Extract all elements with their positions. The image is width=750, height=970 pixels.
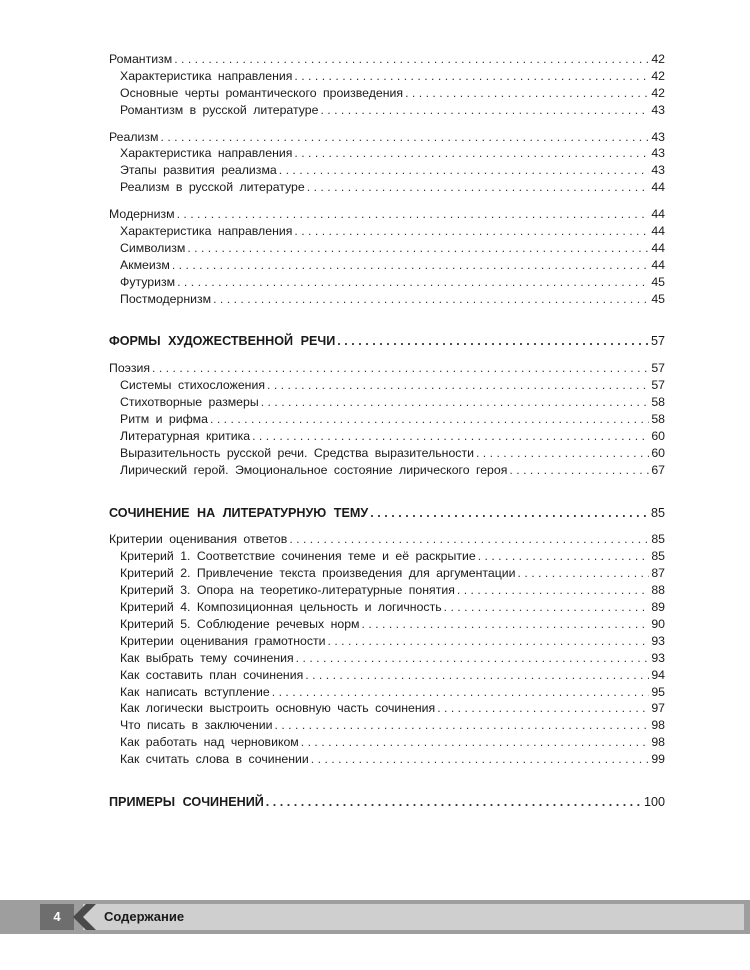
toc-entry-title: Критерии оценивания грамотности bbox=[120, 633, 326, 648]
toc-subentry[interactable] bbox=[109, 717, 665, 734]
toc-entry-title: Этапы развития реализма bbox=[120, 163, 277, 178]
toc-entry-page: 93 bbox=[651, 650, 665, 665]
dot-leader bbox=[370, 505, 649, 522]
toc-entry-title: Ритм и рифма bbox=[120, 412, 208, 427]
toc-entry-title: Лирический герой. Эмоциональное состояние лирического героя bbox=[120, 462, 508, 477]
toc-entry-title: Футуризм bbox=[120, 274, 176, 289]
toc-subentry[interactable] bbox=[109, 240, 665, 257]
toc-subentry[interactable] bbox=[109, 751, 665, 768]
toc-entry-page: 57 bbox=[651, 361, 665, 376]
dot-leader bbox=[328, 633, 649, 650]
toc-entry-title: Акмеизм bbox=[120, 257, 170, 272]
toc-entry-title: Как составить план сочинения bbox=[120, 667, 304, 682]
toc-chapter-title: ФОРМЫ ХУДОЖЕСТВЕННОЙ РЕЧИ bbox=[109, 334, 336, 349]
toc-entry-page: 67 bbox=[651, 462, 665, 477]
toc-entry-page: 89 bbox=[651, 600, 665, 615]
dot-leader bbox=[266, 794, 642, 811]
toc-subentry[interactable] bbox=[109, 162, 665, 179]
dot-leader bbox=[160, 129, 649, 146]
toc-entry-page: 57 bbox=[651, 378, 665, 393]
toc-subentry[interactable] bbox=[109, 102, 665, 119]
dot-leader bbox=[177, 206, 649, 223]
toc-entry-modernism[interactable] bbox=[109, 206, 665, 223]
toc-subentry[interactable] bbox=[109, 291, 665, 308]
toc-subentry[interactable] bbox=[109, 462, 665, 479]
toc-subentry[interactable] bbox=[109, 650, 665, 667]
toc-entry-page: 43 bbox=[651, 146, 665, 161]
dot-leader bbox=[405, 85, 649, 102]
dot-leader bbox=[252, 428, 649, 445]
toc-entry-page: 85 bbox=[651, 549, 665, 564]
toc-entry-page: 44 bbox=[651, 207, 665, 222]
toc-entry-page: 44 bbox=[651, 257, 665, 272]
toc-subentry[interactable] bbox=[109, 599, 665, 616]
chevron-left-icon bbox=[70, 904, 100, 930]
toc-entry-title: Что писать в заключении bbox=[120, 718, 273, 733]
toc-entry-title: Литературная критика bbox=[120, 428, 251, 443]
toc-subentry[interactable] bbox=[109, 667, 665, 684]
toc-entry-page: 98 bbox=[651, 718, 665, 733]
page-number: 4 bbox=[53, 909, 61, 924]
toc-entry-title: Романтизм в русской литературе bbox=[120, 102, 319, 117]
toc-entry-title: Системы стихосложения bbox=[120, 378, 265, 393]
dot-leader bbox=[320, 102, 649, 119]
spacer bbox=[109, 350, 665, 360]
dot-leader bbox=[294, 68, 649, 85]
toc-entry-page: 42 bbox=[651, 68, 665, 83]
toc-entry-page: 60 bbox=[651, 445, 665, 460]
toc-entry-page: 42 bbox=[651, 52, 665, 66]
toc-entry-title: Модернизм bbox=[109, 207, 175, 222]
dot-leader bbox=[267, 377, 649, 394]
toc-entry-page: 43 bbox=[651, 102, 665, 117]
table-of-contents bbox=[109, 51, 665, 811]
toc-subentry[interactable] bbox=[109, 377, 665, 394]
toc-entry-title: Романтизм bbox=[109, 52, 173, 66]
spacer bbox=[109, 196, 665, 206]
dot-leader bbox=[210, 411, 649, 428]
toc-entry-page: 97 bbox=[651, 701, 665, 716]
toc-entry-title: Как работать над черновиком bbox=[120, 735, 299, 750]
toc-entry-realism[interactable] bbox=[109, 129, 665, 146]
toc-entry-title: Символизм bbox=[120, 240, 186, 255]
toc-entry-title: Выразительность русской речи. Средства выразительности bbox=[120, 445, 474, 460]
dot-leader bbox=[174, 51, 649, 68]
dot-leader bbox=[152, 360, 649, 377]
toc-entry-page: 58 bbox=[651, 412, 665, 427]
toc-entry-title: Как считать слова в сочинении bbox=[120, 752, 309, 767]
toc-subentry[interactable] bbox=[109, 565, 665, 582]
toc-entry-title: Реализм в русской литературе bbox=[120, 180, 305, 195]
toc-subentry[interactable] bbox=[109, 223, 665, 240]
dot-leader bbox=[509, 462, 649, 479]
dot-leader bbox=[172, 257, 649, 274]
toc-entry-page: 45 bbox=[651, 291, 665, 306]
toc-entry-page: 90 bbox=[651, 616, 665, 631]
toc-entry-page: 88 bbox=[651, 583, 665, 598]
toc-entry-title: Критерий 2. Привлечение текста произведения для аргументации bbox=[120, 566, 516, 581]
toc-entry-page: 98 bbox=[651, 735, 665, 750]
toc-subentry[interactable] bbox=[109, 582, 665, 599]
toc-subentry[interactable] bbox=[109, 394, 665, 411]
toc-subentry[interactable] bbox=[109, 684, 665, 701]
dot-leader bbox=[289, 531, 649, 548]
toc-chapter-forms[interactable] bbox=[109, 333, 665, 350]
dot-leader bbox=[275, 717, 650, 734]
dot-leader bbox=[311, 751, 649, 768]
toc-entry-page: 44 bbox=[651, 180, 665, 195]
toc-chapter-title: СОЧИНЕНИЕ НА ЛИТЕРАТУРНУЮ ТЕМУ bbox=[109, 505, 369, 520]
dot-leader bbox=[301, 734, 649, 751]
toc-entry-poetry[interactable] bbox=[109, 360, 665, 377]
toc-entry-page: 57 bbox=[650, 334, 665, 349]
toc-subentry[interactable] bbox=[109, 85, 665, 102]
toc-entry-page: 95 bbox=[651, 684, 665, 699]
toc-entry-page: 100 bbox=[643, 794, 665, 809]
toc-entry-title: Характеристика направления bbox=[120, 224, 293, 239]
toc-entry-title: Критерий 4. Композиционная цельность и логичность bbox=[120, 600, 442, 615]
dot-leader bbox=[296, 650, 649, 667]
section-title: Содержание bbox=[104, 909, 185, 924]
toc-entry-title: Постмодернизм bbox=[120, 291, 212, 306]
toc-entry-page: 60 bbox=[651, 428, 665, 443]
toc-subentry[interactable] bbox=[109, 411, 665, 428]
spacer bbox=[109, 307, 665, 333]
toc-entry-criteria[interactable] bbox=[109, 531, 665, 548]
toc-subentry[interactable] bbox=[109, 68, 665, 85]
dot-leader bbox=[294, 145, 649, 162]
dot-leader bbox=[337, 333, 649, 350]
toc-entry-title: Характеристика направления bbox=[120, 68, 293, 83]
toc-subentry[interactable] bbox=[109, 633, 665, 650]
toc-entry-title: Критерий 1. Соответствие сочинения теме и её раскрытие bbox=[120, 549, 476, 564]
toc-entry-page: 85 bbox=[650, 505, 665, 520]
toc-entry-page: 43 bbox=[651, 163, 665, 178]
toc-subentry[interactable] bbox=[109, 445, 665, 462]
dot-leader bbox=[177, 274, 649, 291]
dot-leader bbox=[362, 616, 649, 633]
toc-entry-page: 94 bbox=[651, 667, 665, 682]
dot-leader bbox=[272, 684, 649, 701]
dot-leader bbox=[307, 179, 649, 196]
toc-entry-page: 45 bbox=[651, 274, 665, 289]
toc-entry-title: Характеристика направления bbox=[120, 146, 293, 161]
toc-subentry[interactable] bbox=[109, 616, 665, 633]
toc-subentry[interactable] bbox=[109, 274, 665, 291]
spacer bbox=[109, 521, 665, 531]
toc-subentry[interactable] bbox=[109, 179, 665, 196]
toc-subentry[interactable] bbox=[109, 734, 665, 751]
toc-entry-title: Реализм bbox=[109, 129, 159, 144]
toc-entry-title: Критерий 3. Опора на теоретико-литературные понятия bbox=[120, 583, 455, 598]
toc-entry-title: Основные черты романтического произведения bbox=[120, 85, 404, 100]
toc-entry-page: 93 bbox=[651, 633, 665, 648]
toc-entry-title: Как выбрать тему сочинения bbox=[120, 650, 294, 665]
toc-entry-title: Как написать вступление bbox=[120, 684, 270, 699]
dot-leader bbox=[457, 582, 649, 599]
dot-leader bbox=[478, 548, 649, 565]
toc-entry-romanticism[interactable] bbox=[109, 51, 665, 68]
dot-leader bbox=[213, 291, 649, 308]
toc-entry-page: 43 bbox=[651, 129, 665, 144]
toc-subentry[interactable] bbox=[109, 700, 665, 717]
dot-leader bbox=[261, 394, 649, 411]
toc-subentry[interactable] bbox=[109, 548, 665, 565]
toc-entry-title: Поэзия bbox=[109, 361, 150, 376]
toc-entry-title: Критерий 5. Соблюдение речевых норм bbox=[120, 616, 360, 631]
toc-entry-title: Как логически выстроить основную часть сочинения bbox=[120, 701, 436, 716]
dot-leader bbox=[187, 240, 649, 257]
toc-chapter-examples[interactable] bbox=[109, 794, 665, 811]
toc-subentry[interactable] bbox=[109, 145, 665, 162]
toc-chapter-title: ПРИМЕРЫ СОЧИНЕНИЙ bbox=[109, 794, 264, 809]
page-footer bbox=[0, 900, 750, 934]
toc-entry-page: 99 bbox=[651, 752, 665, 767]
toc-entry-page: 42 bbox=[651, 85, 665, 100]
spacer bbox=[109, 768, 665, 794]
toc-subentry[interactable] bbox=[109, 428, 665, 445]
dot-leader bbox=[444, 599, 649, 616]
toc-entry-page: 44 bbox=[651, 240, 665, 255]
dot-leader bbox=[305, 667, 649, 684]
toc-entry-page: 85 bbox=[651, 532, 665, 547]
toc-entry-page: 87 bbox=[651, 566, 665, 581]
toc-entry-page: 58 bbox=[651, 395, 665, 410]
spacer bbox=[109, 479, 665, 505]
dot-leader bbox=[518, 565, 649, 582]
dot-leader bbox=[279, 162, 649, 179]
toc-entry-page: 44 bbox=[651, 224, 665, 239]
toc-entry-title: Критерии оценивания ответов bbox=[109, 532, 288, 547]
dot-leader bbox=[476, 445, 649, 462]
toc-chapter-essay[interactable] bbox=[109, 505, 665, 522]
dot-leader bbox=[294, 223, 649, 240]
dot-leader bbox=[437, 700, 649, 717]
toc-subentry[interactable] bbox=[109, 257, 665, 274]
toc-entry-title: Стихотворные размеры bbox=[120, 395, 259, 410]
spacer bbox=[109, 119, 665, 129]
